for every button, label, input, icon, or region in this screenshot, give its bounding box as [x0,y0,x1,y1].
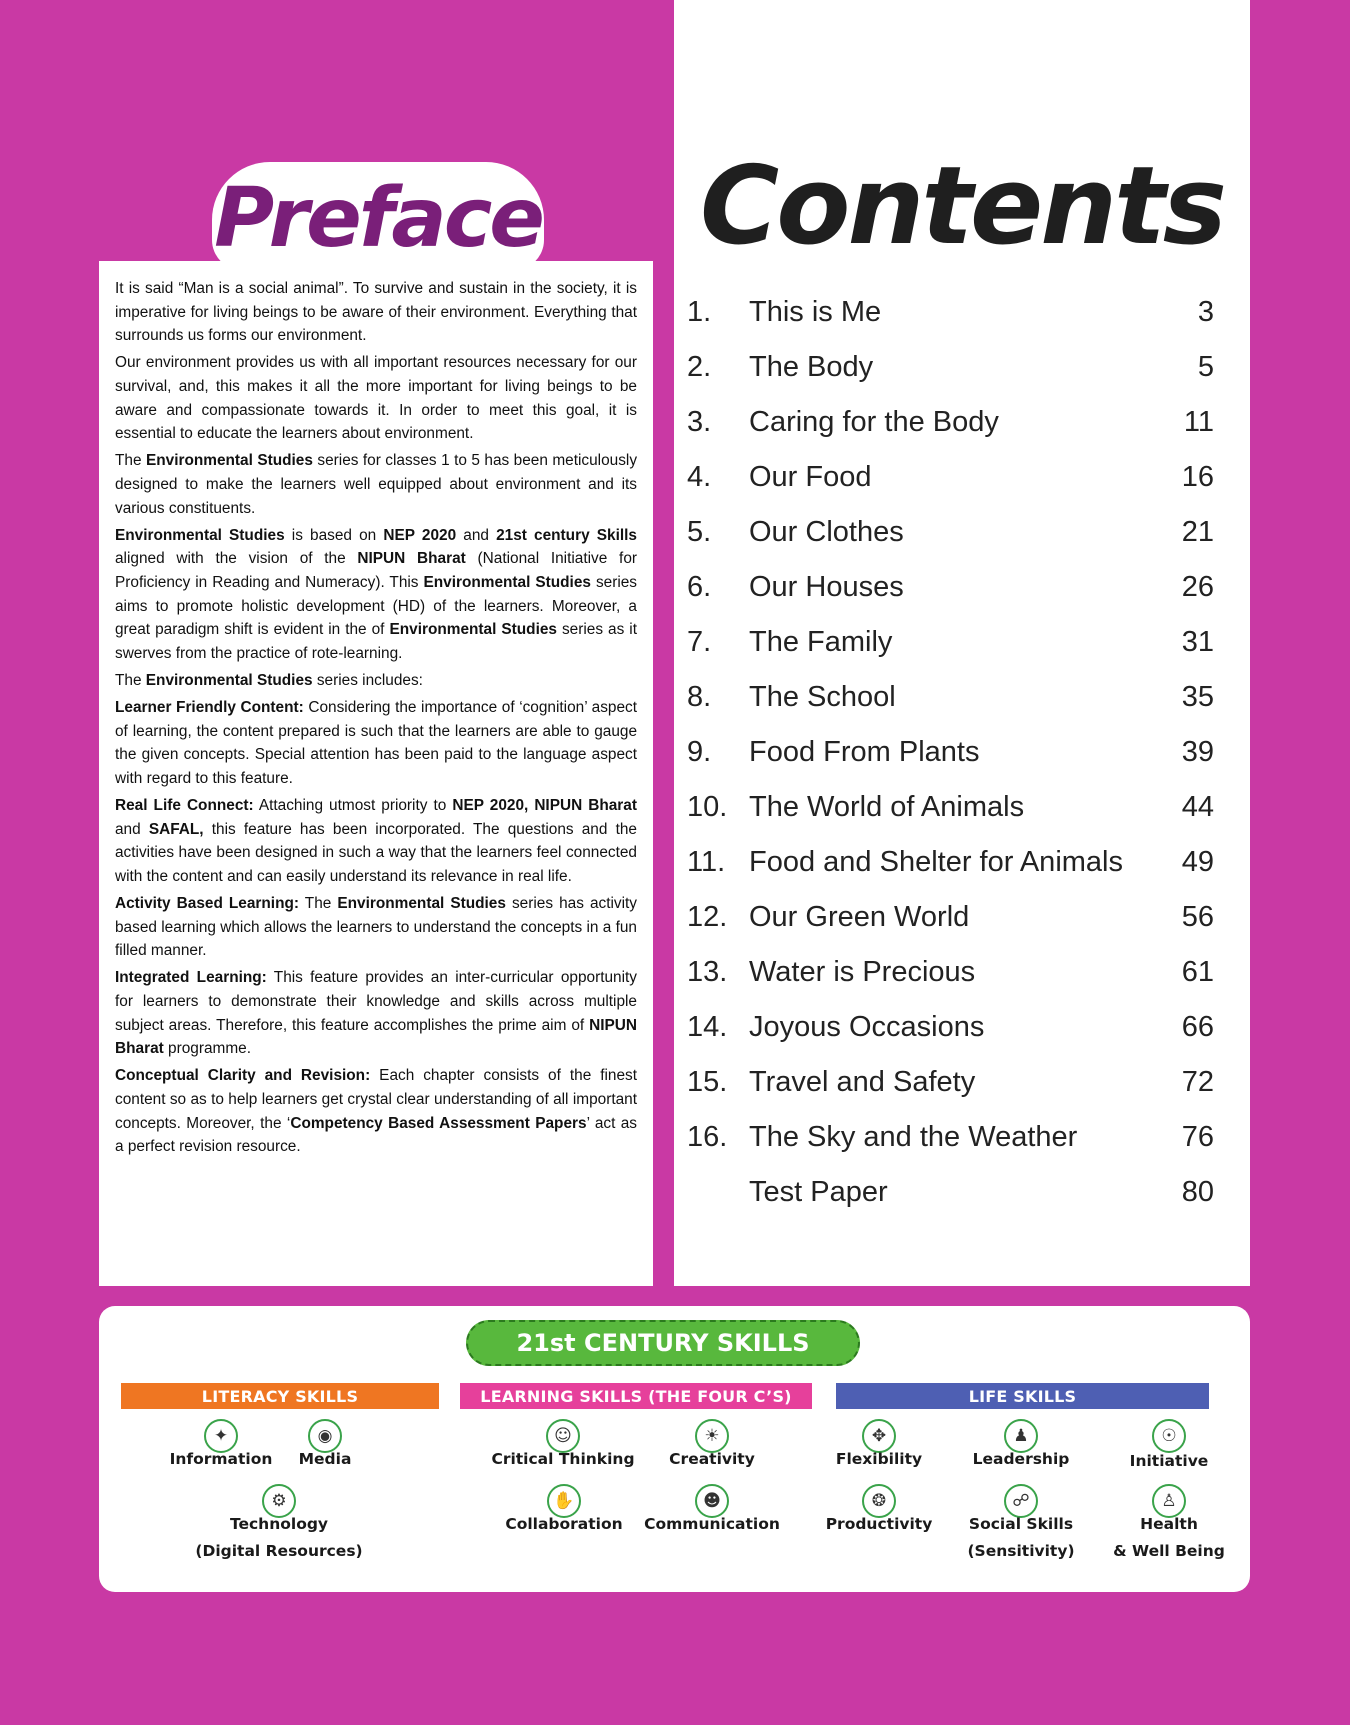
preface-paragraph [115,794,637,888]
skill-label-creativity [669,1446,755,1473]
chapter-title: The Body [749,351,874,383]
preface-paragraph [115,449,637,520]
chapter-title: Food and Shelter for Animals [749,846,1123,878]
contents-panel [674,0,1250,1286]
contents-row [674,952,1250,1007]
skill-label-critical-thinking [491,1446,634,1473]
contents-row [674,347,1250,402]
preface-text-run: NIPUN Bharat [115,1016,637,1058]
contents-row [674,292,1250,347]
chapter-title: Travel and Safety [749,1066,976,1098]
contents-row [674,567,1250,622]
preface-text-run: series includes: [312,671,423,689]
preface-text-run: series has activity based learning which allows the learners to understand the concepts in a fun filled manner. [115,895,637,960]
chapter-number: 14. [687,1011,728,1043]
chapter-title: This is Me [749,296,882,328]
chapter-number: 11. [687,846,726,878]
preface-paragraph [115,696,637,790]
skill-name: Health [1140,1515,1198,1533]
arrows-icon: ✥ [862,1419,896,1453]
chapter-number: 7. [687,626,712,658]
skill-subname: (Sensitivity) [967,1542,1075,1560]
contents-row [674,732,1250,787]
skill-label-productivity [826,1511,933,1538]
preface-text-run: series aims to promote holistic development (HD) of the learners. Moreover, a great paradigm shift is evident in the of [115,573,638,639]
skill-subname: (Digital Resources) [195,1542,363,1560]
contents-row [674,622,1250,677]
skill-name: Leadership [972,1450,1070,1468]
brain-icon: ☺ [546,1419,580,1453]
chapter-page: 80 [1181,1176,1214,1208]
preface-text-run: Environmental Studies [115,526,285,544]
preface-text-run: The [115,671,146,689]
chapter-page: 26 [1181,571,1214,603]
preface-text-run: Considering the importance of ‘cognition’ aspect of learning, the content prepared is such that the learners are able to gauge the given concepts. Special attention has been paid to the language aspect with regard to this feature. [115,699,638,787]
learning-skills-bar: LEARNING SKILLS (THE FOUR C’S) [460,1383,812,1409]
preface-text-run: Conceptual Clarity and Revision: [115,1067,371,1085]
contents-row [674,842,1250,897]
contents-row [674,1117,1250,1172]
skill-name: Communication [644,1515,780,1533]
literacy-skills-bar: LITERACY SKILLS [121,1383,439,1409]
preface-text-run: aligned with the vision of the [115,550,358,568]
life-skills-bar: LIFE SKILLS [836,1383,1209,1409]
contents-row [674,457,1250,512]
chapter-page: 56 [1181,901,1214,933]
contents-row [674,512,1250,567]
preface-text-run: NEP 2020, NIPUN Bharat [452,797,637,815]
chapter-page: 16 [1181,461,1214,493]
preface-paragraph [115,277,637,348]
skill-label-leadership [973,1446,1070,1473]
skill-name: Social Skills [968,1515,1074,1533]
skill-label-information [170,1446,273,1473]
chapter-page: 5 [1197,351,1214,383]
meditation-icon: ♙ [1152,1484,1186,1518]
preface-paragraph [115,1064,637,1158]
contents-row [674,1172,1250,1227]
chapter-title: Our Clothes [749,516,904,548]
preface-paragraph [115,524,637,666]
preface-text-run: Environmental Studies [423,573,591,591]
preface-paragraph [115,966,637,1060]
preface-text-run: NEP 2020 [383,526,457,544]
preface-text-run: 21st century Skills [496,526,637,544]
skill-name: Creativity [669,1450,755,1468]
preface-text-run: series for classes 1 to 5 has been meticulously designed to make the learners well equipped about environment and its various constituents. [115,452,638,517]
chapter-number: 1. [687,296,712,328]
chapter-page: 61 [1181,956,1214,988]
chapter-title: Test Paper [749,1176,888,1208]
preface-text-run: is based on [284,526,384,544]
gears-icon: ❂ [862,1484,896,1518]
skill-name: Initiative [1129,1452,1209,1470]
preface-text-run: programme. [163,1040,251,1058]
preface-text-run: Activity Based Learning: [115,895,300,912]
chapter-page: 72 [1181,1066,1214,1098]
chapter-title: The World of Animals [749,791,1025,823]
chapter-title: Our Food [749,461,872,493]
chapter-page: 21 [1181,516,1214,548]
chapter-page: 35 [1181,681,1214,713]
preface-text-box [99,261,653,1286]
contents-row [674,1062,1250,1117]
preface-text-run: Real Life Connect: [115,797,254,815]
preface-text-run: this feature has been incorporated. The questions and the activities have been designed in such a way that the learners feel connected with the content and can easily understand its relevance in real life. [115,820,637,885]
skill-name: Collaboration [505,1515,623,1533]
preface-text-run: Integrated Learning: [115,969,267,987]
preface-text-run: Environmental Studies [389,621,557,639]
contents-row [674,787,1250,842]
chapter-title: Caring for the Body [749,406,999,438]
chapter-title: The School [749,681,896,713]
preface-text-run: NIPUN Bharat [357,550,466,568]
skill-name: Productivity [825,1515,933,1533]
skill-label-collaboration [505,1511,622,1538]
skills-header: 21st CENTURY SKILLS [466,1320,860,1366]
preface-paragraph [115,351,637,445]
chapter-title: Water is Precious [749,956,976,988]
bulb-icon: ☀ [695,1419,729,1453]
chapter-title: Joyous Occasions [749,1011,985,1043]
skill-label-social-skills [967,1511,1074,1565]
preface-text-run: Competency Based Assessment Papers [290,1114,587,1132]
chapter-page: 49 [1181,846,1214,878]
chapter-page: 39 [1181,736,1214,768]
lightbulb-book-icon: ✦ [204,1419,238,1453]
preface-text-run: The [299,895,338,912]
skill-label-technology [195,1511,362,1565]
preface-text-run: ’ act as a perfect revision resource. [115,1114,638,1156]
chapter-number: 5. [687,516,712,548]
chapter-number: 9. [687,736,712,768]
preface-paragraph [115,669,637,693]
chapter-title: Our Green World [749,901,970,933]
skill-name: Technology [229,1515,329,1533]
preface-text-run: Environmental Studies [145,452,313,470]
preface-text-run: Environmental Studies [145,671,313,689]
chapter-number: 3. [687,406,712,438]
chapter-number: 4. [687,461,712,493]
chapter-page: 66 [1181,1011,1214,1043]
chapter-number: 6. [687,571,712,603]
preface-paragraph [115,892,637,963]
preface-text-run: and [115,820,149,838]
skill-label-health [1113,1511,1225,1565]
skill-label-media [299,1446,352,1473]
chapter-number: 8. [687,681,712,713]
head-gear-icon: ☉ [1152,1419,1186,1453]
chapter-title: Food From Plants [749,736,980,768]
preface-text-run: Each chapter consists of the finest content so as to help learners get crystal clear understanding of all important concepts. Moreover, the ‘ [115,1067,637,1132]
chapter-number: 2. [687,351,712,383]
preface-text-run: (National Initiative for Proficiency in Reading and Numeracy). This [115,550,638,591]
preface-text-run: SAFAL, [148,820,204,838]
preface-text-run: Environmental Studies [337,895,506,912]
skill-label-communication [644,1511,780,1538]
skills-panel [99,1306,1250,1592]
handshake-icon: ✋ [547,1484,581,1518]
skill-name: Information [169,1450,273,1468]
preface-text-run: and [456,526,497,544]
skill-name: Flexibility [835,1450,923,1468]
preface-text-run: Learner Friendly Content: [115,699,304,717]
network-icon: ☍ [1004,1484,1038,1518]
chapter-number: 13. [687,956,728,988]
preface-title: Preface [214,171,542,266]
people-talking-icon: ☻ [695,1484,729,1518]
contents-row [674,402,1250,457]
chapter-page: 31 [1181,626,1214,658]
chapter-page: 76 [1181,1121,1214,1153]
chapter-title: The Sky and the Weather [749,1121,1078,1153]
preface-text-run: The [115,452,146,470]
preface-text-run: Our environment provides us with all important resources necessary for our survival, and, this makes it all the more important for living beings to be aware and compassionate towards it. In order to meet this goal, it is essential to educate the learners about environment. [115,354,637,443]
preface-text-run: It is said “Man is a social animal”. To survive and sustain in the society, it is imperative for living beings to be aware of their environment. Everything that surrounds us forms our environment. [115,280,637,345]
chapter-number: 15. [687,1066,728,1098]
chapter-page: 11 [1183,406,1214,438]
contents-row [674,897,1250,952]
skill-name: Critical Thinking [491,1450,635,1468]
preface-text-run: Attaching utmost priority to [253,797,453,815]
chapter-title: Our Houses [749,571,904,603]
preface-text-run: This feature provides an inter-curricular opportunity for learners to demonstrate their knowledge and skills across multiple subject areas. Therefore, this feature accomplishes the prime aim of [115,969,637,1034]
contents-row [674,1007,1250,1062]
group-icon: ♟ [1004,1419,1038,1453]
chapter-title: The Family [749,626,893,658]
contents-title: Contents [699,144,1224,269]
chapter-number: 16. [687,1121,728,1153]
chapter-number: 10. [687,791,728,823]
skill-label-initiative [1130,1448,1209,1475]
preface-title-badge [212,162,544,270]
skill-label-flexibility [836,1446,922,1473]
circuit-icon: ⚙ [262,1484,296,1518]
contents-row [674,677,1250,732]
contents-list [674,292,1250,1227]
skill-subname: & Well Being [1113,1542,1225,1560]
chapter-page: 3 [1197,296,1214,328]
microphone-icon: ◉ [308,1419,342,1453]
preface-text-run: series as it swerves from the practice of rote-learning. [115,621,637,662]
chapter-page: 44 [1181,791,1214,823]
skill-name: Media [298,1450,352,1468]
chapter-number: 12. [687,901,728,933]
